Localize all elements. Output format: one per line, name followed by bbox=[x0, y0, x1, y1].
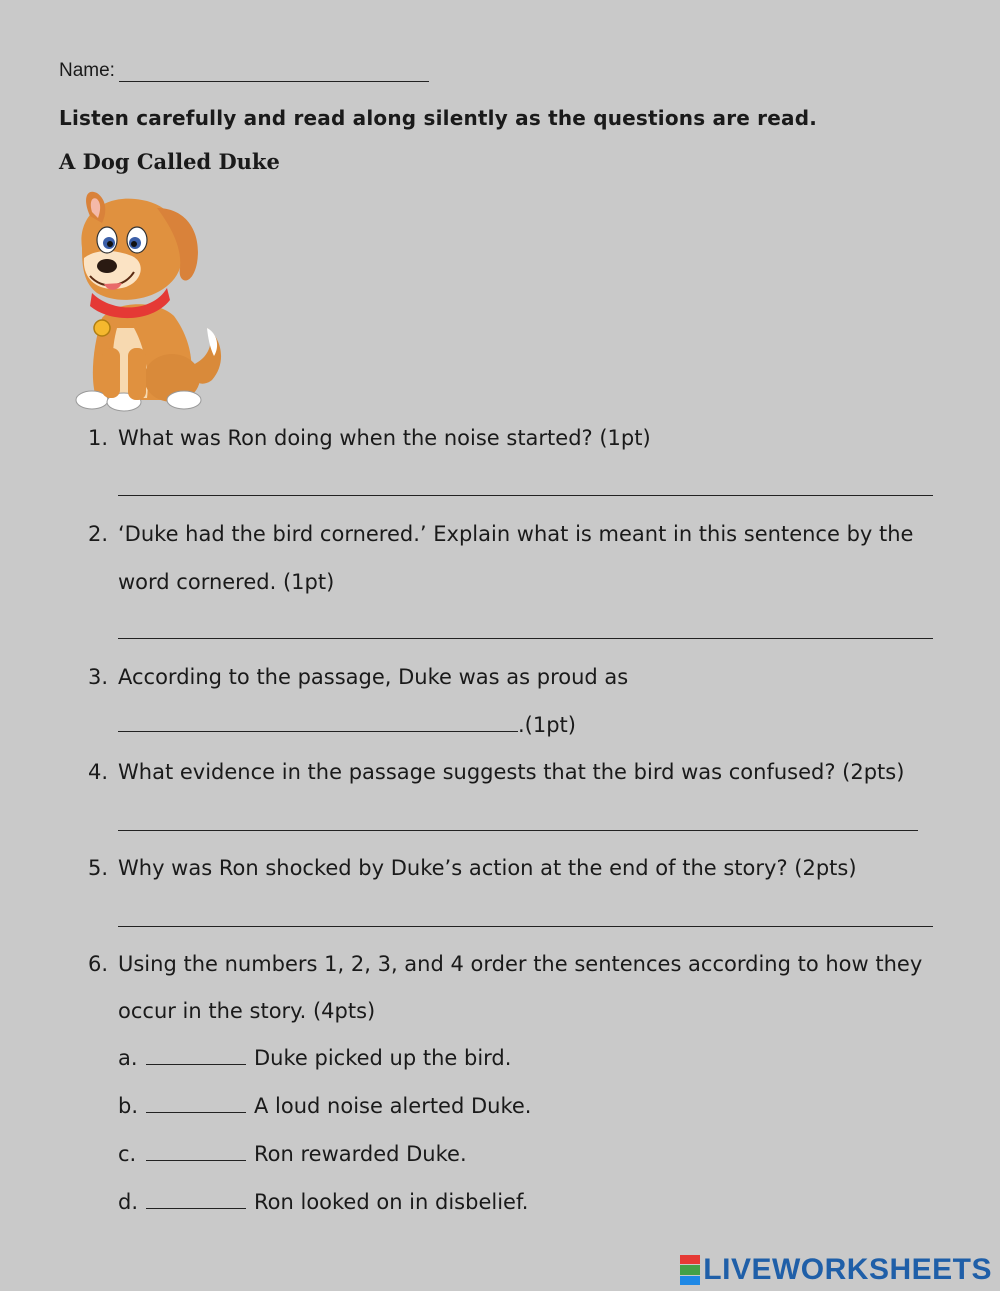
question-text: What evidence in the passage suggests that the bird was confused? (2pts) bbox=[118, 760, 905, 784]
answer-line[interactable] bbox=[118, 926, 933, 927]
question-number: 1. bbox=[88, 426, 109, 450]
question-text: According to the passage, Duke was as proud as bbox=[118, 665, 629, 689]
question-number: 4. bbox=[88, 760, 109, 784]
order-blank[interactable] bbox=[146, 1142, 246, 1161]
order-blank[interactable] bbox=[146, 1046, 246, 1065]
option-text: A loud noise alerted Duke. bbox=[254, 1094, 532, 1118]
inline-answer-row bbox=[118, 713, 576, 737]
question-text: What was Ron doing when the noise started? (1pt) bbox=[118, 426, 651, 450]
name-blank[interactable] bbox=[119, 61, 429, 82]
option-letter: b. bbox=[118, 1094, 139, 1118]
question-text: Why was Ron shocked by Duke’s action at the end of the story? (2pts) bbox=[118, 856, 857, 880]
question-text: occur in the story. (4pts) bbox=[118, 999, 376, 1023]
option-letter: c. bbox=[118, 1142, 137, 1166]
question-number: 5. bbox=[88, 856, 109, 880]
option-text: Ron looked on in disbelief. bbox=[254, 1190, 529, 1214]
question-number: 2. bbox=[88, 522, 109, 546]
answer-line[interactable] bbox=[118, 495, 933, 496]
option-letter: d. bbox=[118, 1190, 139, 1214]
liveworksheets-logo bbox=[680, 1253, 992, 1287]
inline-answer-blank[interactable] bbox=[118, 713, 518, 732]
order-blank[interactable] bbox=[146, 1190, 246, 1209]
name-label: Name: bbox=[59, 60, 115, 81]
question-text: Using the numbers 1, 2, 3, and 4 order the sentences according to how they bbox=[118, 952, 923, 976]
logo-text: LIVEWORKSHEETS bbox=[703, 1253, 992, 1286]
instruction-text: Listen carefully and read along silently as the questions are read. bbox=[59, 106, 818, 130]
option-letter: a. bbox=[118, 1046, 138, 1070]
answer-line[interactable] bbox=[118, 830, 918, 831]
order-option bbox=[118, 1142, 467, 1166]
story-title: A Dog Called Duke bbox=[59, 149, 280, 174]
question-text: ‘Duke had the bird cornered.’ Explain what is meant in this sentence by the bbox=[118, 522, 914, 546]
cartoon-dog-icon bbox=[62, 188, 232, 413]
order-blank[interactable] bbox=[146, 1094, 246, 1113]
name-field bbox=[59, 60, 429, 82]
question-text: word cornered. (1pt) bbox=[118, 570, 335, 594]
order-option bbox=[118, 1046, 511, 1070]
option-text: Ron rewarded Duke. bbox=[254, 1142, 467, 1166]
answer-line[interactable] bbox=[118, 638, 933, 639]
order-option bbox=[118, 1094, 531, 1118]
question-number: 6. bbox=[88, 952, 109, 976]
question-number: 3. bbox=[88, 665, 109, 689]
points-label: .(1pt) bbox=[518, 713, 576, 737]
order-option bbox=[118, 1190, 529, 1214]
option-text: Duke picked up the bird. bbox=[254, 1046, 512, 1070]
logo-mark-icon bbox=[680, 1255, 700, 1285]
